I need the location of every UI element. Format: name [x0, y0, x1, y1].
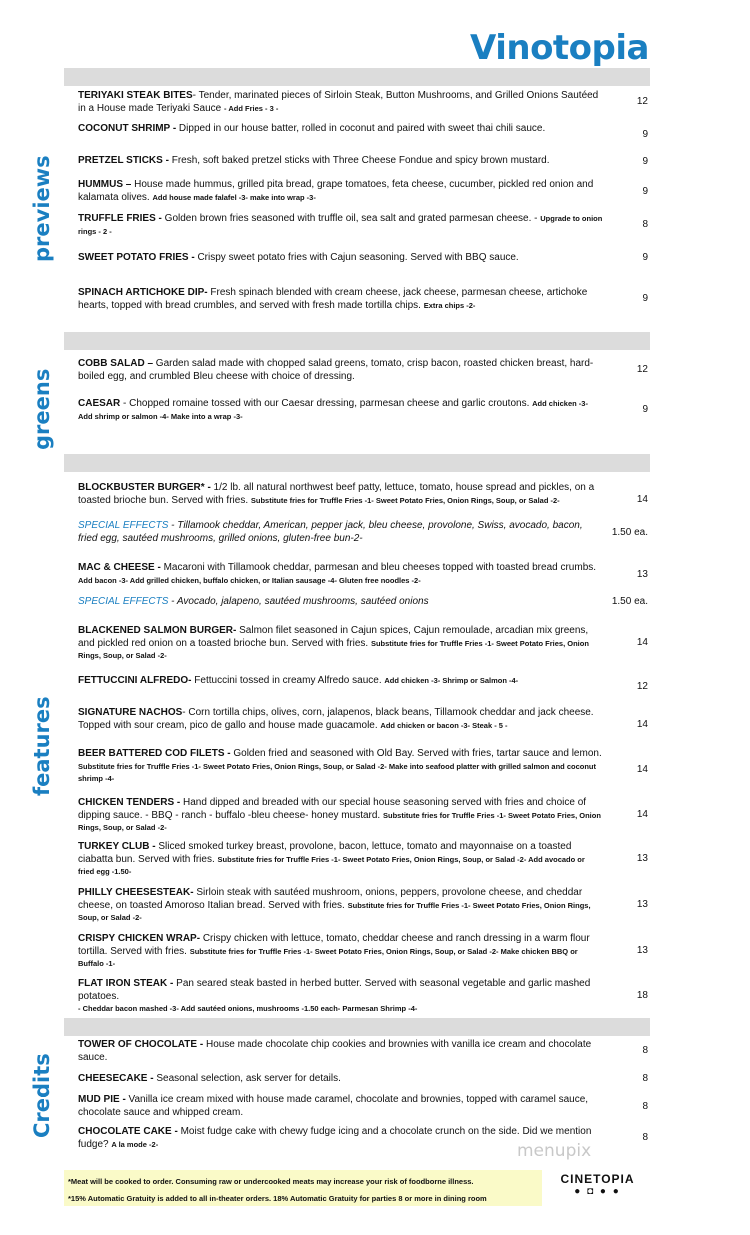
menu-item-price: 13	[636, 853, 648, 864]
menu-item: FETTUCCINI ALFREDO- Fettuccini tossed in creamy Alfredo sauce. Add chicken -3- Shrimp or Salmon -4-	[78, 675, 519, 686]
section-label-greens: greens	[30, 368, 54, 450]
section-label-credits: Credits	[30, 1053, 54, 1138]
menu-item-price: 12	[636, 96, 648, 107]
menu-item: COBB SALAD – Garden salad made with chopped salad greens, tomato, crisp bacon, roasted chicken breast, hard-boiled egg, and crumbled Bleu cheese with choice of dressing.	[78, 358, 594, 382]
menu-item: BLACKENED SALMON BURGER- Salmon filet seasoned in Cajun spices, Cajun remoulade, arcadian mix greens, and pickled red onion on a toasted brioche bun. Served with fries. Substitute fries for Truffle Fries -1- Sweet Potato Fries, Onion Rings, Soup, or Salad -2-	[78, 625, 589, 660]
menu-item-price: 14	[636, 764, 648, 775]
menu-item: PHILLY CHEESESTEAK- Sirloin steak with sautéed mushroom, onions, peppers, provolone cheese, and cheddar cheese, on toasted Amoroso Italian bread. Served with fries. Substitute fries for Truffle Fries -1- Sweet Potato Fries, Onion Rings, Soup, or Salad -2-	[78, 887, 591, 922]
menu-item-price: 18	[636, 990, 648, 1001]
menu-item-price: 14	[636, 809, 648, 820]
footer-note-meat: *Meat will be cooked to order. Consuming raw or undercooked meats may increase your risk of foodborne illness.	[68, 1177, 474, 1186]
menu-item-price: 8	[642, 1132, 648, 1143]
special-effects: SPECIAL EFFECTS - Avocado, jalapeno, sautéed mushrooms, sautéed onions	[78, 596, 429, 607]
menu-item: CRISPY CHICKEN WRAP- Crispy chicken with lettuce, tomato, cheddar cheese and ranch dressing in a warm flour tortilla. Served with fries. Substitute fries for Truffle Fries -1- Sweet Potato Fries, Onion Rings, Soup, or Salad -2- Make chicken BBQ or Buffalo -1-	[78, 933, 590, 968]
menu-item: CHOCOLATE CAKE - Moist fudge cake with chewy fudge icing and a chocolate crunch on the side. Did we mention fudge? A la mode -2-	[78, 1126, 592, 1150]
section-divider	[64, 1018, 650, 1036]
menu-item: MUD PIE - Vanilla ice cream mixed with house made caramel, chocolate and brownies, topped with caramel sauce, chocolate sauce and whipped cream.	[78, 1094, 589, 1118]
cinetopia-logo-icons: ● ◘ ● ●	[574, 1186, 621, 1197]
menu-item: MAC & CHEESE - Macaroni with Tillamook cheddar, parmesan and bleu cheeses topped with toasted bread crumbs. Add bacon -3- Add grilled chicken, buffalo chicken, or Italian sausage -4- Gluten free noodles -2-	[78, 562, 597, 585]
section-divider	[64, 454, 650, 472]
section-divider	[64, 332, 650, 350]
section-label-previews: previews	[30, 155, 54, 262]
section-label-features: features	[30, 696, 54, 796]
menu-item: SWEET POTATO FRIES - Crispy sweet potato fries with Cajun seasoning. Served with BBQ sauce.	[78, 252, 519, 263]
menu-item-price: 13	[636, 569, 648, 580]
menu-item: CAESAR - Chopped romaine tossed with our Caesar dressing, parmesan cheese and garlic croutons. Add chicken -3- Add shrimp or salmon -4- Make into a wrap -3-	[78, 398, 588, 421]
menu-item: CHEESECAKE - Seasonal selection, ask server for details.	[78, 1073, 341, 1084]
page-title: Vinotopia	[470, 28, 649, 68]
menu-item: BLOCKBUSTER BURGER* - 1/2 lb. all natural northwest beef patty, lettuce, tomato, house spread and pickles, on a toasted brioche bun. Served with fries. Substitute fries for Truffle Fries -1- Sweet Potato Fries, Onion Rings, Soup, or Salad -2-	[78, 482, 595, 506]
menu-item: TERIYAKI STEAK BITES- Tender, marinated pieces of Sirloin Steak, Button Mushrooms, and Grilled Onions Sautéed in a House made Teriyaki Sauce - Add Fries - 3 -	[78, 90, 599, 114]
section-divider	[64, 68, 650, 86]
menupix-watermark: menupix	[517, 1141, 592, 1161]
menu-item-price: 8	[642, 219, 648, 230]
menu-item: PRETZEL STICKS - Fresh, soft baked pretzel sticks with Three Cheese Fondue and spicy brown mustard.	[78, 155, 550, 166]
special-effects-price: 1.50 ea.	[611, 596, 648, 607]
menu-item: CHICKEN TENDERS - Hand dipped and breaded with our special house seasoning served with fries and choice of dipping sauce. - BBQ - ranch - buffalo -bleu cheese- honey mustard. Substitute fries for Truffle Fries -1- Sweet Potato Fries, Onion Rings, Soup, or Salad -2-	[78, 797, 601, 832]
menu-item: TURKEY CLUB - Sliced smoked turkey breast, provolone, bacon, lettuce, tomato and mayonnaise on a toasted ciabatta bun. Served with fries. Substitute fries for Truffle Fries -1- Sweet Potato Fries, Onion Rings, Soup, or Salad -2- Add avocado or fried egg -1.50-	[78, 841, 585, 876]
menu-item: FLAT IRON STEAK - Pan seared steak basted in herbed butter. Served with seasonal vegetable and garlic mashed potatoes. - Cheddar bacon mashed -3- Add sautéed onions, mushrooms -1.50 each- Parmesan Shrimp -4-	[78, 978, 591, 1013]
menu-item-price: 9	[642, 293, 648, 304]
menu-item: SPINACH ARTICHOKE DIP- Fresh spinach blended with cream cheese, jack cheese, parmesan cheese, artichoke hearts, topped with bread crumbles, and served with fresh made tortilla chips. Extra chips -2-	[78, 287, 588, 311]
menu-item: HUMMUS – House made hummus, grilled pita bread, grape tomatoes, feta cheese, cucumber, pickled red onion and kalamata olives. Add house made falafel -3- make into wrap -3-	[78, 179, 594, 203]
menu-item-price: 9	[642, 129, 648, 140]
menu-item-price: 12	[636, 681, 648, 692]
special-effects-price: 1.50 ea.	[611, 527, 648, 538]
cinetopia-logo-text: CINETOPIA	[560, 1172, 635, 1186]
menu-item: COCONUT SHRIMP - Dipped in our house batter, rolled in coconut and paired with sweet thai chili sauce.	[78, 123, 546, 134]
menu-item-price: 13	[636, 899, 648, 910]
menu-item-price: 8	[642, 1045, 648, 1056]
menu-item-price: 9	[642, 186, 648, 197]
menu-item-price: 9	[642, 404, 648, 415]
menu-item-price: 12	[636, 364, 648, 375]
menu-item: SIGNATURE NACHOS- Corn tortilla chips, olives, corn, jalapenos, black beans, Tillamook cheddar and jack cheese. Topped with sour cream, pico de gallo and house made guacamole. Add chicken or bacon -3- Steak - 5 -	[78, 707, 594, 731]
cinetopia-logo	[555, 1172, 640, 1197]
menu-item-price: 9	[642, 252, 648, 263]
menu-item-price: 13	[636, 945, 648, 956]
menu-item-price: 8	[642, 1101, 648, 1112]
menu-item-price: 8	[642, 1073, 648, 1084]
footer-note-gratuity: *15% Automatic Gratuity is added to all in-theater orders. 18% Automatic Gratuity for parties 8 or more in dining room	[68, 1194, 487, 1203]
menu-item: TOWER OF CHOCOLATE - House made chocolate chip cookies and brownies with vanilla ice cream and chocolate sauce.	[78, 1039, 592, 1063]
menu-item: BEER BATTERED COD FILETS - Golden fried and seasoned with Old Bay. Served with fries, tartar sauce and lemon. Substitute fries for Truffle Fries -1- Sweet Potato Fries, Onion Rings, Soup, or Salad -2- Make into seafood platter with grilled salmon and coconut shrimp -4-	[78, 748, 602, 783]
menu-item: TRUFFLE FRIES - Golden brown fries seasoned with truffle oil, sea salt and grated parmesan cheese. - Upgrade to onion rings - 2 -	[78, 213, 603, 236]
special-effects: SPECIAL EFFECTS - Tillamook cheddar, American, pepper jack, bleu cheese, provolone, Swiss, avocado, bacon, fried egg, sautéed mushrooms, grilled onions, gluten-free bun-2-	[78, 520, 583, 544]
menu-item-price: 9	[642, 156, 648, 167]
menu-item-price: 14	[636, 494, 648, 505]
menu-item-price: 14	[636, 719, 648, 730]
menu-item-price: 14	[636, 637, 648, 648]
